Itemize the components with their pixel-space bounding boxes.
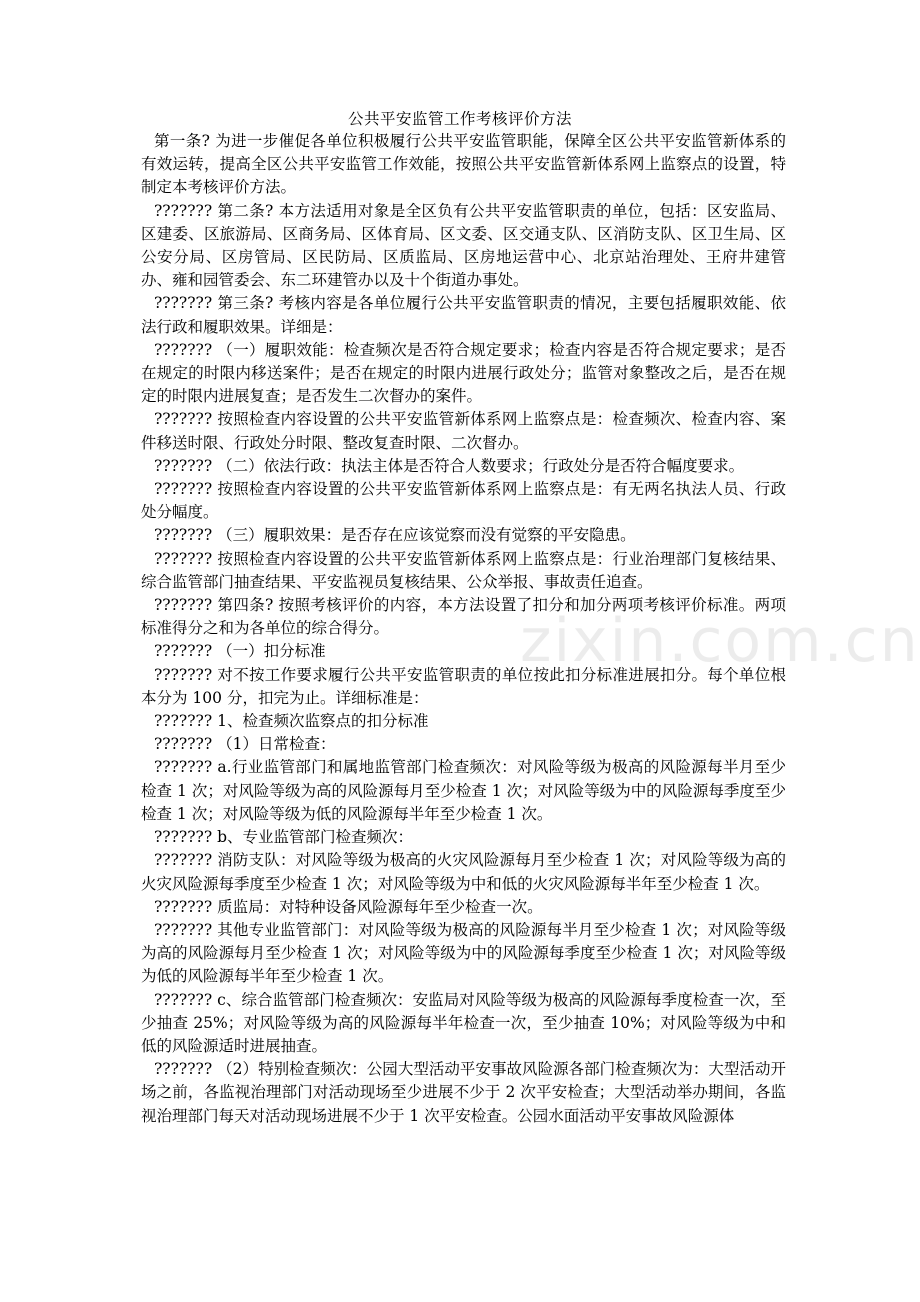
paragraph: ??????? 按照检查内容设置的公共平安监管新体系网上监察点是：行业治理部门复核结果、综合监管部门抽查结果、平安监视员复核结果、公众举报、事故责任追查。 (141, 549, 786, 591)
paragraph: ??????? a.行业监管部门和属地监管部门检查频次：对风险等级为极高的风险源每半月至少检查 1 次；对风险等级为高的风险源每月至少检查 1 次；对风险等级为中的风险源每季度至少检查 1 次；对风险等级为低的风险源每半年至少检查 1 次。 (141, 758, 786, 823)
paragraph: ??????? 按照检查内容设置的公共平安监管新体系网上监察点是：检查频次、检查内容、案件移送时限、行政处分时限、整改复查时限、二次督办。 (141, 410, 786, 452)
paragraph: ??????? （一）扣分标准 (154, 642, 326, 661)
paragraph: ??????? 第四条? 按照考核评价的内容，本方法设置了扣分和加分两项考核评价标准。两项标准得分之和为各单位的综合得分。 (141, 596, 786, 638)
document-title: 公共平安监管工作考核评价方法 (347, 110, 572, 128)
paragraph: ??????? （2）特别检查频次：公园大型活动平安事故风险源各部门检查频次为：大型活动开场之前，各监视治理部门对活动现场至少进展不少于 2 次平安检查；大型活动举办期间，各监视治理部门每天对活动现场进展不少于 1 次平安检查。公园水面活动平安事故风险源体 (141, 1060, 786, 1125)
paragraph: ??????? c、综合监管部门检查频次：安监局对风险等级为极高的风险源每季度检查一次，至少抽查 25%；对风险等级为高的风险源每半年检查一次，至少抽查 10%；对风险等级为中和低的风险源适时进展抽查。 (141, 990, 786, 1055)
watermark: zixin.com.cn (520, 606, 920, 676)
paragraph: ??????? 质监局：对特种设备风险源每年至少检查一次。 (154, 897, 543, 916)
paragraph: ??????? 按照检查内容设置的公共平安监管新体系网上监察点是：有无两名执法人员、行政处分幅度。 (141, 480, 786, 522)
paragraph: ??????? （1）日常检查： (154, 735, 336, 754)
paragraph: ??????? 其他专业监管部门：对风险等级为极高的风险源每半月至少检查 1 次；对风险等级为高的风险源每月至少检查 1 次；对风险等级为中的风险源每季度至少检查 1 次；对风险等级为低的风险源每半年至少检查 1 次。 (141, 920, 786, 986)
document-body (141, 130, 786, 1128)
paragraph: ??????? b、专业监管部门检查频次： (154, 828, 414, 847)
paragraph: ??????? 第二条? 本方法适用对象是全区负有公共平安监管职责的单位，包括：区安监局、区建委、区旅游局、区商务局、区体育局、区文委、区交通支队、区消防支队、区卫生局、区公安分局、区房管局、区民防局、区质监局、区房地运营中心、北京站治理处、王府井建管办、雍和园管委会、东二环建管办以及十个街道办事处。 (141, 201, 786, 290)
paragraph: ??????? （二）依法行政：执法主体是否符合人数要求；行政处分是否符合幅度要求。 (154, 456, 745, 475)
paragraph: ??????? 消防支队：对风险等级为极高的火灾风险源每月至少检查 1 次；对风险等级为高的火灾风险源每季度至少检查 1 次；对风险等级为中和低的火灾风险源每半年至少检查 1 次。 (141, 851, 786, 893)
paragraph: ??????? 对不按工作要求履行公共平安监管职责的单位按此扣分标准进展扣分。每个单位根本分为 100 分，扣完为止。详细标准是： (141, 665, 786, 707)
paragraph: 第一条? 为进一步催促各单位积极履行公共平安监管职能，保障全区公共平安监管新体系的有效运转，提高全区公共平安监管工作效能，按照公共平安监管新体系网上监察点的设置，特制定本考核评价方法。 (141, 132, 786, 197)
paragraph: ??????? 1、检查频次监察点的扣分标准 (154, 712, 429, 731)
paragraph: ??????? （三）履职效果：是否存在应该觉察而没有觉察的平安隐患。 (154, 526, 636, 545)
paragraph: ??????? 第三条? 考核内容是各单位履行公共平安监管职责的情况，主要包括履职效能、依法行政和履职效果。详细是： (141, 294, 786, 336)
paragraph: ??????? （一）履职效能：检查频次是否符合规定要求；检查内容是否符合规定要求；是否在规定的时限内移送案件；是否在规定的时限内进展行政处分；监管对象整改之后，是否在规定的时限内进展复查；是否发生二次督办的案件。 (141, 340, 786, 406)
